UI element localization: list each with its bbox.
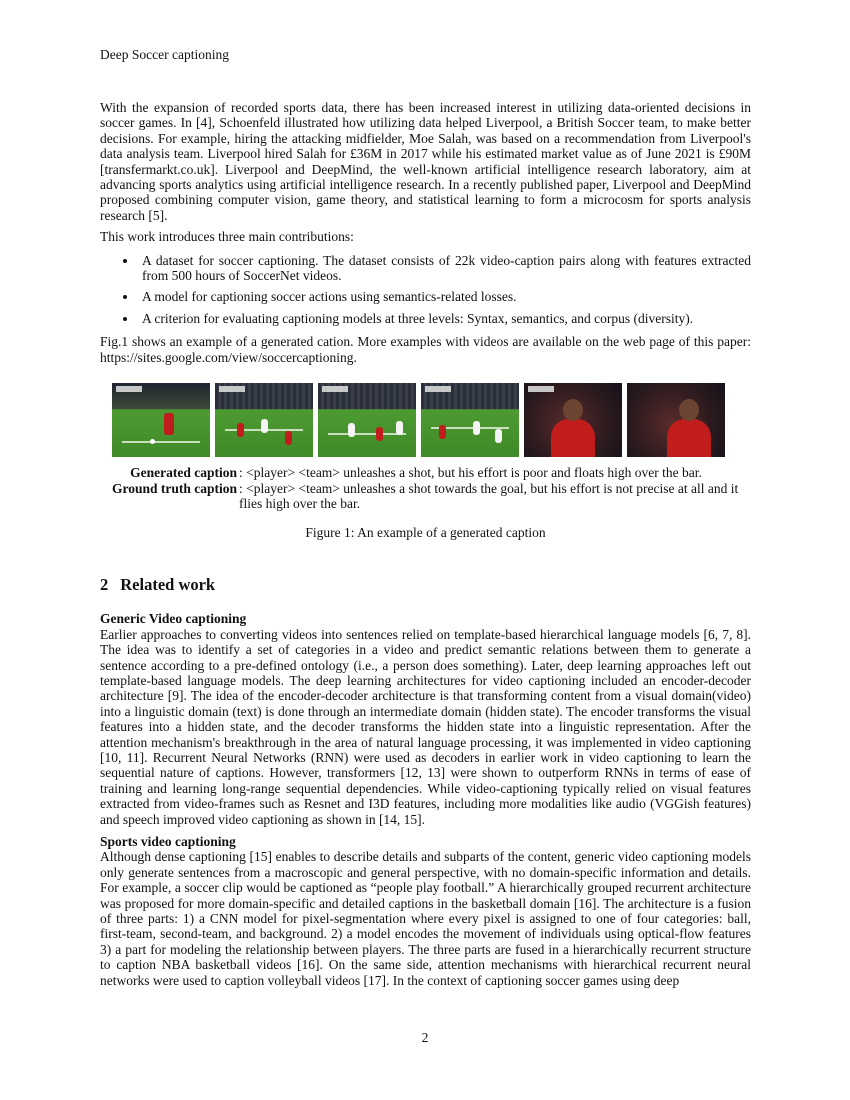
figure-reference-paragraph: Fig.1 shows an example of a generated cation. More examples with videos are available on the web page of this paper: https://sites.google.com/view/soccercaptioning. — [100, 334, 751, 365]
contributions-intro: This work introduces three main contributions: — [100, 229, 354, 245]
video-frame-image — [627, 383, 725, 457]
generated-caption-text: : <player> <team> unleashes a shot, but his effort is poor and floats high over the bar. — [239, 465, 702, 481]
ground-truth-caption-label: Ground truth caption — [111, 480, 237, 496]
page-body — [100, 100, 751, 988]
page-number: 2 — [421, 1030, 429, 1045]
ground-truth-caption-text: : <player> <team> unleashes a shot towards the goal, but his effort is not precise at all and it flies high over the bar. — [239, 480, 739, 511]
video-frame-image — [215, 383, 313, 457]
figure-captions — [100, 465, 751, 511]
section-number: 2 — [100, 575, 109, 595]
section-heading — [100, 575, 751, 595]
video-frame-image — [524, 383, 622, 457]
sports-captioning-paragraph: Although dense captioning [15] enables to describe details and subparts of the content, generic video captioning models only generate sentences from a macroscopic and general perspective, with no domain-specific information and details. For example, a soccer clip would be captioned as “people play football.” A hierarchically grouped recurrent architecture was proposed for more domain-specific and detailed captions in the basketball domain [16]. The architecture is a fusion of three parts: 1) a CNN model for pixel-segmentation where every pixel is assigned to one of four categories: ball, first-team, second-team, and background. 2) a model encodes the movement of individuals using optical-flow features 3) a part for modeling the relationship between players. The three parts are fused in a hierarchically recurrent structure to caption NBA basketball videos [16]. On the same side, attention mechanisms with hierarchical recurrent neural networks were used to caption volleyball videos [17]. In the context of captioning soccer games using deep — [100, 849, 751, 988]
video-frame-image — [421, 383, 519, 457]
generated-caption-label: Generated caption — [130, 465, 237, 481]
video-frame-image — [112, 383, 210, 457]
subsection-heading: Generic Video captioning — [100, 611, 247, 627]
generated-caption-row — [100, 465, 751, 480]
ground-truth-caption-row — [100, 481, 751, 512]
intro-paragraph: With the expansion of recorded sports data, there has been increased interest in utilizing data-oriented decisions in soccer games. In [4], Schoenfeld illustrated how utilizing data helped Liverpool, a British Soccer team, to make better decisions. For example, hiring the attacking midfielder, Moe Salah, was based on a recommendation from Liverpool's data analysis team. Liverpool hired Salah for £36M in 2017 while his estimated market value as of June 2021 is £90M [transfermarkt.co.uk]. Liverpool and DeepMind, the well-known artificial intelligence research laboratory, aim at advancing sports analytics using artificial intelligence research. In a recently published paper, Liverpool and DeepMind proposed combining computer vision, game theory, and statistical learning to form a microcosm for sports analysis research [5]. — [100, 100, 751, 223]
section-title: Related work — [120, 575, 216, 595]
list-item: • A criterion for evaluating captioning models at three levels: Syntax, semantics, and corpus (diversity). — [138, 311, 751, 326]
list-item: • A model for captioning soccer actions using semantics-related losses. — [138, 289, 751, 304]
video-frames-strip — [112, 383, 751, 457]
running-title: Deep Soccer captioning — [100, 47, 229, 62]
figure-title: Figure 1: An example of a generated caption — [305, 525, 546, 541]
list-item: • A dataset for soccer captioning. The dataset consists of 22k video-caption pairs along with features extracted from 500 hours of SoccerNet videos. — [138, 253, 751, 284]
generic-captioning-paragraph: Earlier approaches to converting videos into sentences relied on template-based hierarchical language models [6, 7, 8]. The idea was to identify a set of categories in a video and predict semantic relations between them to generate a sentence according to a pre-defined ontology (i.e., a person does something). Later, deep learning approaches left out template-based language models. The deep learning architectures for video captioning included an encoder-decoder architecture [9]. The idea of the encoder-decoder architecture is that transforming content from a visual domain(video) into a linguistic domain (text) is done through an intermediate domain (hidden state). The encoder transforms the visual features into a hidden state, and the decoder transforms the hidden state into a linguistic representation. After the attention mechanism's breakthrough in the area of natural language processing, it was implemented in video captioning [10, 11]. Recurrent Neural Networks (RNN) were used as decoders in earlier work in video captioning to learn the sequential nature of captions. However, transformers [12, 13] were shown to outperform RNNs in terms of ease of training and learning long-range sequential dependencies. While video-captioning typically relied on visual features extracted from video-frames such as Resnet and I3D features, including more modalities like audio (VGGish features) and speech improved video captioning as shown in [14, 15]. — [100, 626, 751, 827]
contributions-list — [100, 253, 751, 327]
video-frame-image — [318, 383, 416, 457]
subsection-heading: Sports video captioning — [100, 834, 236, 849]
